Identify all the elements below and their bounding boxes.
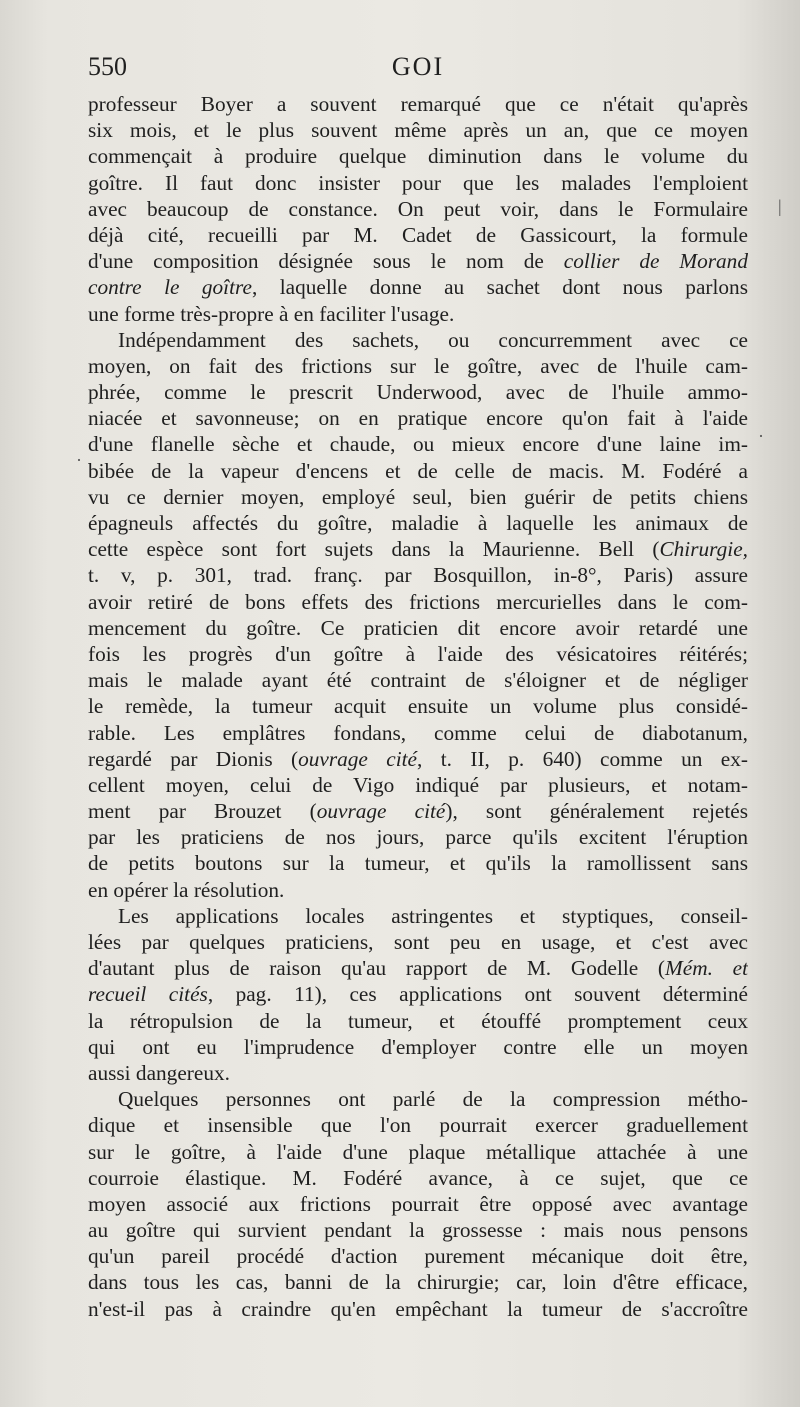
- text-line: dans tous les cas, banni de la chirurgie; car, loin d'être efficace,: [88, 1270, 748, 1295]
- text-line: avec beaucoup de constance. On peut voir, dans le Formulaire: [88, 196, 748, 221]
- italic-segment: Mém. et: [665, 956, 748, 981]
- text-segment: , pag. 11), ces applications ont souvent déterminé: [207, 982, 748, 1007]
- text-line: une forme très-propre à en faciliter l'usage.: [88, 301, 455, 326]
- text-line: [88, 746, 748, 772]
- text-line: le remède, la tumeur acquit ensuite un volume plus considé-: [88, 694, 748, 719]
- margin-mark: |: [778, 196, 782, 216]
- margin-mark: ·: [76, 450, 82, 470]
- text-segment: cette espèce sont fort sujets dans la Maurienne. Bell (: [88, 537, 660, 562]
- italic-segment: recueil cités: [88, 982, 208, 1007]
- text-line: dique et insensible que l'on pourrait exercer graduellement: [88, 1113, 748, 1138]
- text-line: Les applications locales astringentes et styptiques, conseil-: [118, 903, 748, 928]
- text-line: [88, 981, 748, 1007]
- text-segment: d'autant plus de raison qu'au rapport de M. Godelle (: [88, 956, 666, 981]
- italic-segment: collier de Morand: [563, 249, 748, 274]
- text-line: fois les progrès d'un goître à l'aide des vésicatoires réitérés;: [88, 641, 748, 666]
- italic-segment: Chirurgie,: [659, 537, 748, 562]
- text-line: moyen, on fait des frictions sur le goître, avec de l'huile cam-: [88, 353, 748, 378]
- running-head: GOI: [391, 52, 445, 81]
- text-line: [88, 798, 748, 824]
- text-line: n'est-il pas à craindre qu'en empêchant la tumeur de s'accroître: [88, 1296, 748, 1321]
- text-line: t. v, p. 301, trad. franç. par Bosquillon, in-8°, Paris) assure: [88, 563, 748, 588]
- text-line: phrée, comme le prescrit Underwood, avec de l'huile ammo-: [88, 380, 748, 405]
- text-line: Quelques personnes ont parlé de la compression métho-: [118, 1087, 748, 1112]
- text-line: déjà cité, recueilli par M. Cadet de Gassicourt, la formule: [88, 222, 748, 247]
- text-line: [88, 274, 748, 300]
- text-line: de petits boutons sur la tumeur, et qu'ils la ramollissent sans: [88, 851, 748, 876]
- text-line: [88, 955, 748, 981]
- text-segment: regardé par Dionis (: [88, 746, 299, 771]
- margin-mark: ·: [758, 426, 764, 446]
- text-line: épagneuls affectés du goître, maladie à laquelle les animaux de: [88, 511, 748, 535]
- text-line: cellent moyen, celui de Vigo indiqué par plusieurs, et notam-: [88, 772, 748, 797]
- text-segment: , t. II, p. 640) comme un ex-: [417, 746, 748, 771]
- page-header: [88, 52, 748, 86]
- text-line: avoir retiré de bons effets des frictions mercurielles dans le com-: [88, 589, 748, 614]
- text-line: bibée de la vapeur d'encens et de celle de macis. M. Fodéré a: [88, 458, 748, 483]
- text-line: sur le goître, à l'aide d'une plaque métallique attachée à une: [88, 1139, 748, 1164]
- text-line: [88, 248, 748, 274]
- text-line: mais le malade ayant été contraint de s'éloigner et de négliger: [88, 668, 748, 693]
- text-line: six mois, et le plus souvent même après un an, que ce moyen: [88, 118, 748, 143]
- text-line: [88, 536, 748, 562]
- text-line: mencement du goître. Ce praticien dit encore avoir retardé une: [88, 615, 748, 640]
- text-line: d'une flanelle sèche et chaude, ou mieux encore d'une laine im-: [88, 432, 748, 457]
- text-line: niacée et savonneuse; on en pratique encore qu'on fait à l'aide: [88, 406, 748, 431]
- text-segment: d'une composition désignée sous le nom de: [88, 249, 564, 274]
- text-line: rable. Les emplâtres fondans, comme celui de diabotanum,: [88, 720, 748, 745]
- text-line: Indépendamment des sachets, ou concurremment avec ce: [118, 327, 748, 352]
- italic-segment: ouvrage cité: [316, 799, 446, 824]
- text-line: moyen associé aux frictions pourrait être opposé avec avantage: [88, 1191, 748, 1216]
- text-line: en opérer la résolution.: [88, 877, 285, 902]
- text-line: la rétropulsion de la tumeur, et étouffé promptement ceux: [88, 1008, 748, 1033]
- text-line: aussi dangereux.: [88, 1060, 230, 1085]
- body-text: [88, 91, 748, 1322]
- text-line: qui ont eu l'imprudence d'employer contre elle un moyen: [88, 1034, 748, 1059]
- text-line: lées par quelques praticiens, sont peu en usage, et c'est avec: [88, 930, 748, 954]
- text-line: vu ce dernier moyen, employé seul, bien guérir de petits chiens: [88, 484, 748, 509]
- italic-segment: ouvrage cité: [298, 746, 418, 771]
- text-line: courroie élastique. M. Fodéré avance, à ce sujet, que ce: [88, 1165, 748, 1190]
- text-line: qu'un pareil procédé d'action purement mécanique doit être,: [88, 1244, 748, 1269]
- text-line: professeur Boyer a souvent remarqué que ce n'était qu'après: [88, 92, 748, 116]
- text-line: au goître qui survient pendant la grossesse : mais nous pensons: [88, 1218, 748, 1243]
- page-number: 550: [88, 52, 127, 81]
- text-line: goître. Il faut donc insister pour que les malades l'emploient: [88, 170, 748, 195]
- text-line: par les praticiens de nos jours, parce qu'ils excitent l'éruption: [88, 825, 748, 850]
- text-segment: , laquelle donne au sachet dont nous parlons: [251, 275, 748, 300]
- text-line: commençait à produire quelque diminution dans le volume du: [88, 144, 748, 169]
- text-segment: ment par Brouzet (: [88, 799, 317, 824]
- text-segment: ), sont généralement rejetés: [445, 799, 748, 824]
- italic-segment: contre le goître: [88, 275, 252, 300]
